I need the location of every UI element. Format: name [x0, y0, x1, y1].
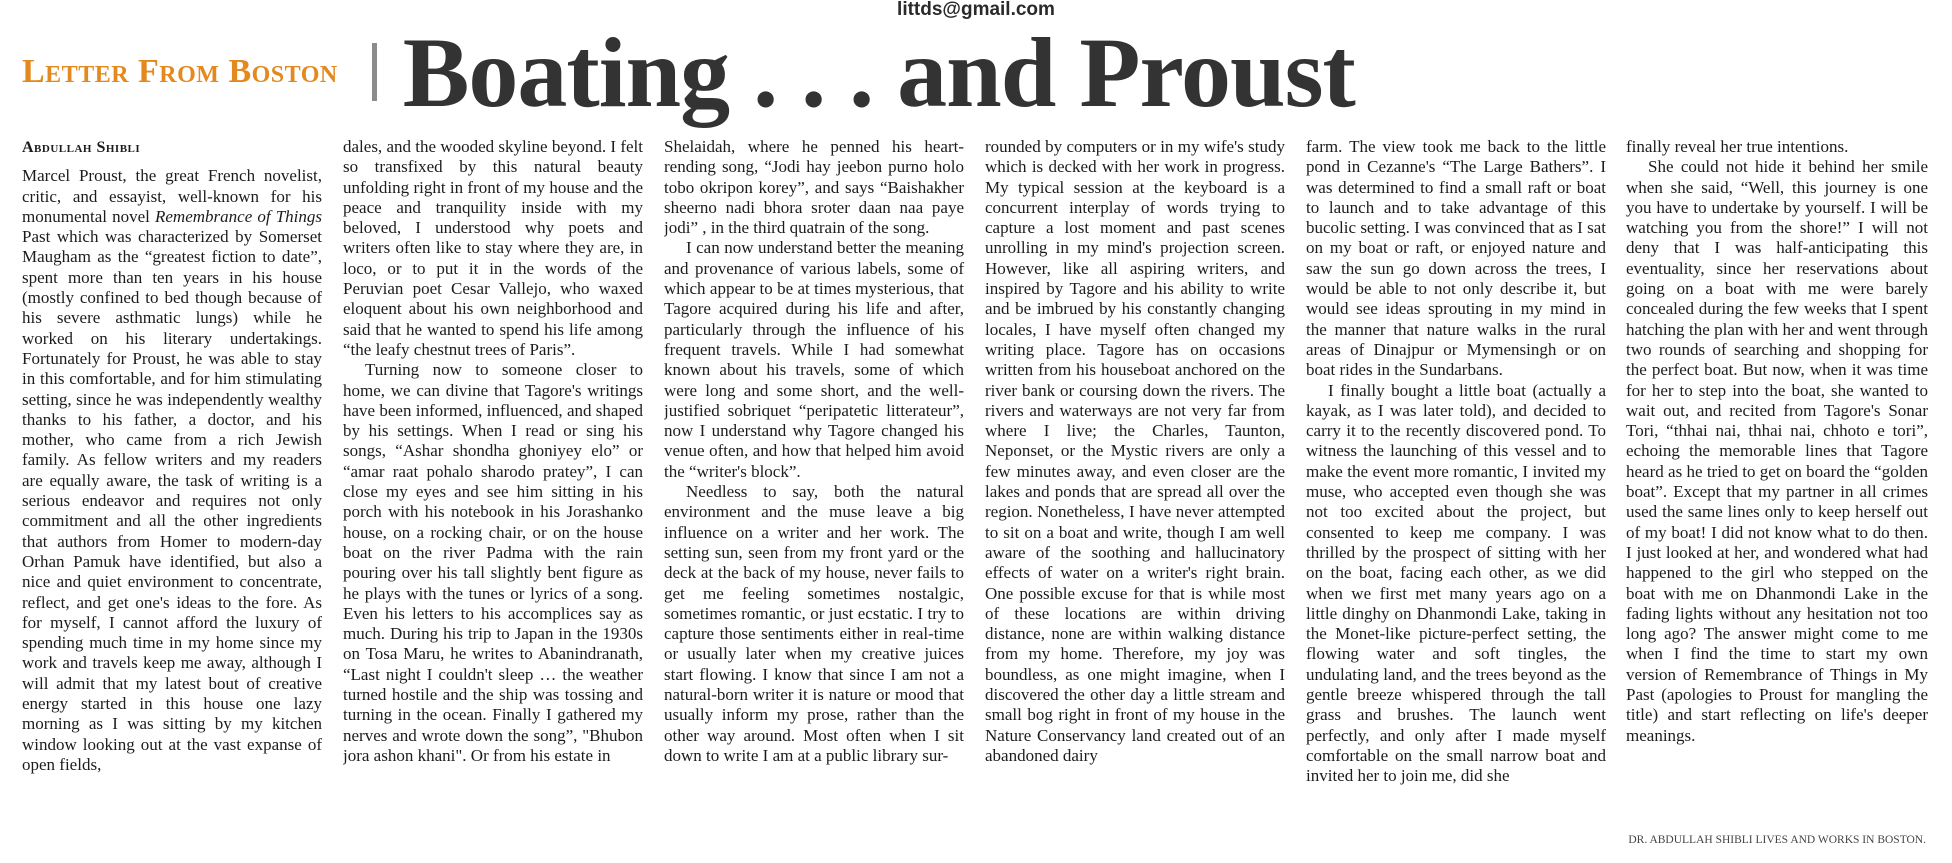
- author-note: DR. ABDULLAH SHIBLI LIVES AND WORKS IN BOSTON.: [1628, 834, 1926, 846]
- paragraph: I finally bought a little boat (actually a kayak, as I was later told), and decided to carry it to the recently discovered pond. To witness the launching of this vessel and to make the event more romantic, I invited my muse, who accepted even though she was not too excited about the project, but consented to keep me company. I was thrilled by the prospect of sitting with her on the boat, facing each other, as we did when we first met many years ago on a little dinghy on Dhanmondi Lake, taking in the Monet-like picture-perfect setting, the flowing water and soft tingles, the undulating land, and the trees beyond as the gentle breeze whispered through the tall grass and brushes. The launch went perfectly, and only after I made myself comfortable on the small narrow boat and invited her to join me, did she: [1306, 380, 1606, 786]
- article-column-1: [22, 137, 322, 863]
- article-header: [22, 16, 1355, 128]
- column-kicker: Letter From Boston: [22, 53, 338, 90]
- article-column-2: [343, 137, 643, 863]
- paragraph: Needless to say, both the natural environment and the muse leave a big influence on a writer and her work. The setting sun, seen from my front yard or the deck at the back of my house, never fails to get me feeling sometimes nostalgic, sometimes romantic, or just ecstatic. I try to capture those sentiments either in real-time or usually later when my creative juices start flowing. I know that since I am not a natural-born writer it is nature or mood that usually inform my prose, rather than the other way around. Most often when I sit down to write I am at a public library sur-: [664, 482, 964, 765]
- article-column-5: [1306, 137, 1606, 863]
- header-divider: [372, 43, 377, 101]
- paragraph: finally reveal her true intentions.: [1626, 137, 1849, 156]
- paragraph: Marcel Proust, the great French novelist, critic, and essayist, well-known for his monumental novel Remembrance of Things Past which was characterized by Somerset Maugham as the “greatest fiction to date”, spent more than ten years in his house (mostly confined to bed though because of his severe asthmatic lungs) while he worked on his literary undertakings. Fortunately for Proust, he was able to stay in this comfortable, and for him stimulating setting, since he was independently wealthy thanks to his father, a doctor, and his mother, who came from a rich Jewish family. As fellow writers and my readers are equally aware, the task of writing is a serious endeavor and requires not only commitment and all the other ingredients that authors from Homer to modern-day Orhan Pamuk have identified, but also a nice and quiet environment to concentrate, reflect, and get one's ideas to the fore. As for myself, I cannot afford the luxury of spending much time in my home since my work and travels keep me away, although I will admit that my latest bout of creative energy started in this house one lazy morning as I was sitting by my kitchen window looking out at the vast expanse of open fields,: [22, 166, 322, 774]
- book-title: Remembrance of Things: [155, 206, 322, 226]
- article-column-6: [1626, 137, 1928, 863]
- article-column-3: [664, 137, 964, 863]
- contact-email: littds@gmail.com: [897, 0, 1055, 20]
- paragraph: farm. The view took me back to the little pond in Cezanne's “The Large Bathers”. I was determined to find a small raft or boat to launch and to take advantage of this bucolic setting. I was convinced that as I sat on my boat or raft, or enjoyed nature and saw the sun go down across the trees, I would be able to not only describe it, but would see ideas sprouting in my mind in the manner that nature walks in the rural areas of Dinajpur or Mymensingh or on boat rides in the Sundarbans.: [1306, 137, 1606, 380]
- paragraph: She could not hide it behind her smile when she said, “Well, this journey is one you have to undertake by yourself. I will be watching you from the shore!” I will not deny that I was half-anticipating this eventuality, since her reservations about going on a boat with me were barely concealed during the few weeks that I spent hatching the plan with her and went through two rounds of searching and shopping for the perfect boat. But now, when it was time for her to step into the boat, she wanted to wait out, and recited from Tagore's Sonar Tori, “thhai nai, thhai nai, chhoto e tori”, echoing the memorable lines that Tagore heard as he tried to get on board the “golden boat”. Except that my partner in all crimes used the same lines only to keep herself out of my boat! I did not know what to do then. I just looked at her, and wondered what had happened to the girl who stepped on the boat with me on Dhanmondi Lake in the fading lights without any hesitation not too long ago? The answer might come to me when I find the time to start my own version of Remembrance of Things in My Past (apologies to Proust for mangling the title) and start reflecting on life's deeper meanings.: [1626, 157, 1928, 745]
- paragraph: Turning now to someone closer to home, we can divine that Tagore's writings have been informed, influenced, and shaped by his settings. When I read or sing his songs, “Ashar shondha ghoniyey elo” or “amar raat pohalo sharodo pratey”, I can close my eyes and see him sitting in his porch with his notebook in his Jorashanko house, on a rocking chair, or on the house boat on the river Padma with the rain pouring over his tall slightly bent figure as he plays with the tunes or lyrics of a song. Even his letters to his accomplices say as much. During his trip to Japan in the 1930s on Tosa Maru, he writes to Abanindranath, “Last night I couldn't sleep … the weather turned hostile and the ship was tossing and turning in the ocean. Finally I gathered my nerves and wrote down the song”, "Bhubon jora ashon khani". Or from his estate in: [343, 360, 643, 765]
- paragraph: rounded by computers or in my wife's study which is decked with her work in progress. My typical session at the keyboard is a concurrent interplay of words trying to capture a lost moment and past scenes unrolling in my mind's projection screen. However, like all aspiring writers, and inspired by Tagore and his ability to write and be imbrued by his constantly changing locales, I have myself often changed my writing place. Tagore has on occasions written from his houseboat anchored on the river bank or coursing down the rivers. The rivers and waterways are not very far from where I live; the Charles, Taunton, Neponset, or the Mystic rivers are only a few minutes away, and even closer are the lakes and ponds that are spread all over the region. Nonetheless, I have never attempted to sit on a boat and write, though I am well aware of the soothing and hallucinatory effects of water on a writer's right brain. One possible excuse for that is while most of these locations are within driving distance, none are within walking distance from my home. Therefore, my joy was boundless, as one might imagine, when I discovered the other day a little stream and small bog right in front of my house in the Nature Conservancy land created out of an abandoned dairy: [985, 137, 1285, 765]
- article-column-4: [985, 137, 1285, 863]
- headline: Boating . . . and Proust: [402, 16, 1355, 128]
- paragraph: Shelaidah, where he penned his heart-rending song, “Jodi hay jeebon purno holo tobo okripon korey”, and says “Baishakher sheerno nadi bhora sroter daan naa paye jodi” , in the third quatrain of the song.: [664, 137, 964, 238]
- byline: Abdullah Shibli: [22, 139, 141, 156]
- paragraph: dales, and the wooded skyline beyond. I felt so transfixed by this natural beauty unfolding right in front of my house and the peace and tranquility inside with my beloved, I understood why poets and writers often like to stay where they are, in loco, or to put it in the words of the Peruvian poet Cesar Vallejo, who waxed eloquent about his own neighborhood and said that he wanted to spend his life among “the leafy chestnut trees of Paris”.: [343, 137, 643, 359]
- paragraph: I can now understand better the meaning and provenance of various labels, some of which appear to be at times mysterious, that Tagore acquired during his life and after, particularly through the influence of his frequent travels. While I had somewhat known about his travels, some of which were long and some short, and the well-justified sobriquet “peripatetic litterateur”, now I understand why Tagore changed his venue often, and how that helped him avoid the “writer's block”.: [664, 238, 964, 481]
